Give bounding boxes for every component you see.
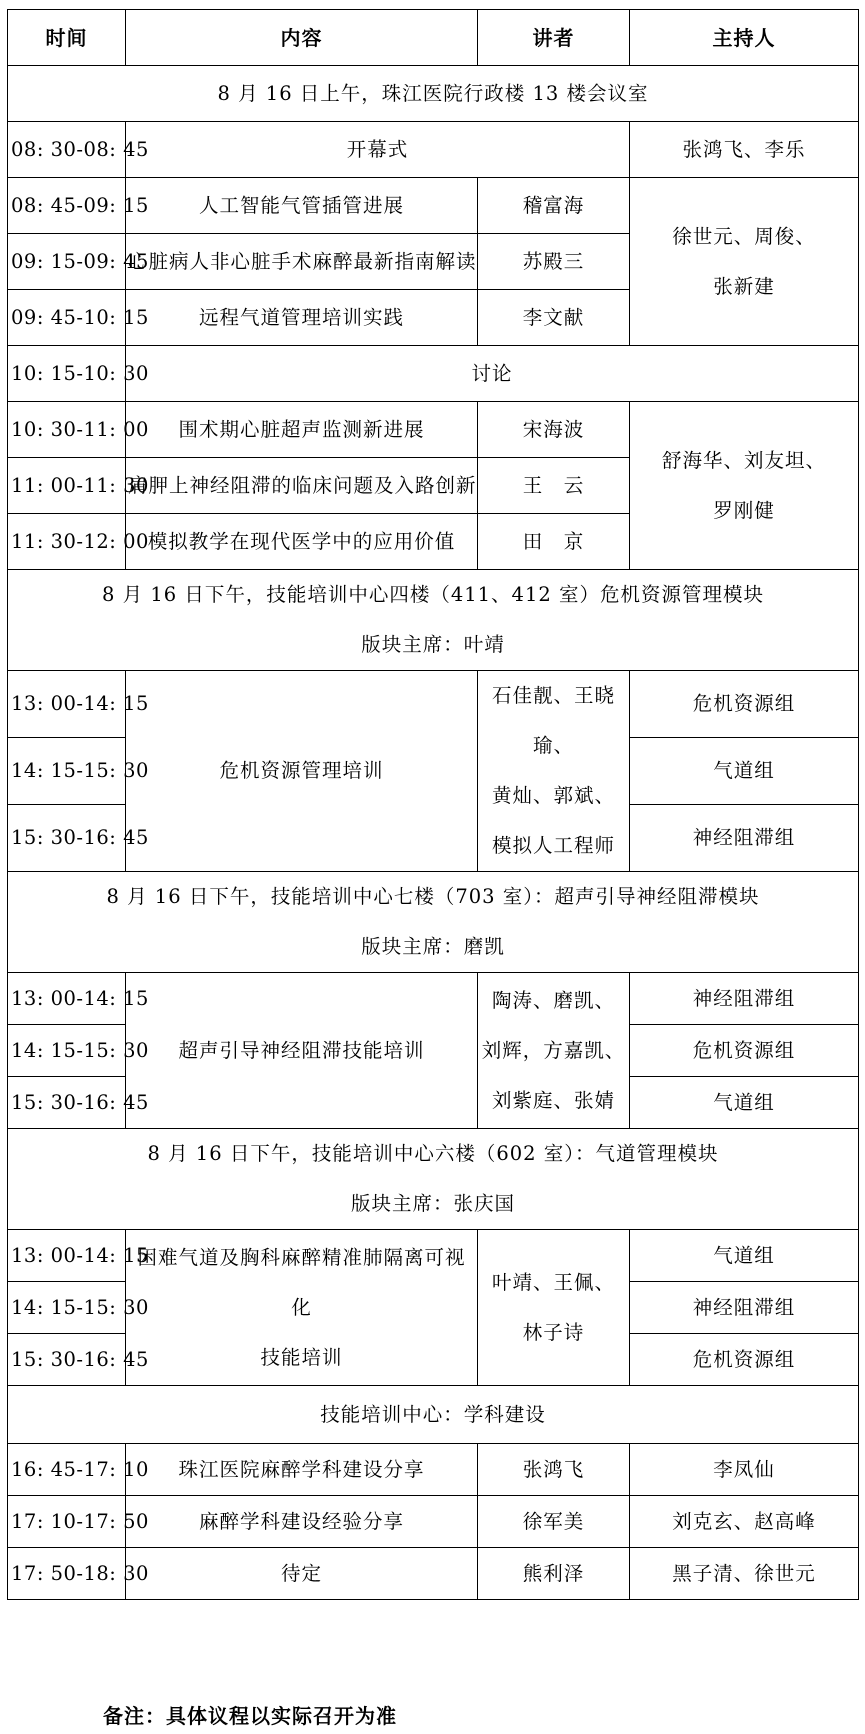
content-cell xyxy=(126,1230,478,1386)
group-cell: 危机资源组 xyxy=(630,1025,859,1077)
speaker-cell: 田 京 xyxy=(478,514,630,570)
host-line: 罗刚健 xyxy=(713,498,775,522)
table-row xyxy=(8,346,859,402)
speaker-cell xyxy=(478,973,630,1129)
discipline-section-title: 技能培训中心：学科建设 xyxy=(8,1386,859,1444)
host-cell: 张鸿飞、李乐 xyxy=(630,122,859,178)
time-cell: 13: 00-14: 15 xyxy=(8,671,126,738)
speaker-cell xyxy=(478,1230,630,1386)
group-cell: 气道组 xyxy=(630,1077,859,1129)
speaker-cell: 稽富海 xyxy=(478,178,630,234)
speaker-line: 叶靖、王佩、 xyxy=(491,1270,615,1294)
time-cell: 17: 50-18: 30 xyxy=(8,1548,126,1600)
speaker-cell: 熊利泽 xyxy=(478,1548,630,1600)
section-chair-text: 版块主席：张庆国 xyxy=(350,1192,515,1215)
footnote: 备注：具体议程以实际召开为准 xyxy=(103,1704,397,1728)
time-cell: 13: 00-14: 15 xyxy=(8,1230,126,1282)
speaker-line: 模拟人工程师 xyxy=(491,834,615,857)
content-cell: 珠江医院麻醉学科建设分享 xyxy=(126,1444,478,1496)
header-content: 内容 xyxy=(126,10,478,66)
group-cell: 神经阻滞组 xyxy=(630,1282,859,1334)
table-row xyxy=(8,973,859,1025)
content-cell: 超声引导神经阻滞技能培训 xyxy=(126,973,478,1129)
table-row xyxy=(8,1444,859,1496)
host-cell: 刘克玄、赵高峰 xyxy=(630,1496,859,1548)
table-row xyxy=(8,671,859,738)
group-cell: 气道组 xyxy=(630,738,859,805)
content-cell: 人工智能气管插管进展 xyxy=(126,178,478,234)
discipline-section-row xyxy=(8,1386,859,1444)
table-row xyxy=(8,122,859,178)
speaker-cell: 王 云 xyxy=(478,458,630,514)
host-cell xyxy=(630,402,859,570)
time-cell: 14: 15-15: 30 xyxy=(8,1282,126,1334)
time-cell: 08: 30-08: 45 xyxy=(8,122,126,178)
host-line: 舒海华、刘友坦、 xyxy=(661,448,826,472)
time-cell: 16: 45-17: 10 xyxy=(8,1444,126,1496)
host-line: 徐世元、周俊、 xyxy=(672,224,816,248)
nerve-section-title xyxy=(8,872,859,973)
content-line: 技能培训 xyxy=(260,1345,343,1369)
content-cell: 待定 xyxy=(126,1548,478,1600)
speaker-cell: 苏殿三 xyxy=(478,234,630,290)
table-row xyxy=(8,178,859,234)
speaker-cell xyxy=(478,671,630,872)
section-title-text: 8 月 16 日下午，技能培训中心四楼（411、412 室）危机资源管理模块 xyxy=(102,583,764,606)
header-host: 主持人 xyxy=(630,10,859,66)
section-title-text: 8 月 16 日下午，技能培训中心七楼（703 室）：超声引导神经阻滞模块 xyxy=(106,885,760,908)
speaker-cell: 宋海波 xyxy=(478,402,630,458)
table-row xyxy=(8,1496,859,1548)
content-cell: 开幕式 xyxy=(126,122,630,178)
nerve-section-row xyxy=(8,872,859,973)
speaker-cell: 张鸿飞 xyxy=(478,1444,630,1496)
section-chair-text: 版块主席：磨凯 xyxy=(361,935,505,958)
host-cell: 黑子清、徐世元 xyxy=(630,1548,859,1600)
host-cell xyxy=(630,178,859,346)
time-cell: 15: 30-16: 45 xyxy=(8,805,126,872)
speaker-line: 陶涛、磨凯、 xyxy=(491,988,615,1012)
header-row xyxy=(8,10,859,66)
time-cell: 13: 00-14: 15 xyxy=(8,973,126,1025)
time-cell: 11: 00-11: 30 xyxy=(8,458,126,514)
speaker-cell: 李文献 xyxy=(478,290,630,346)
speaker-line: 刘紫庭、张婧 xyxy=(491,1088,615,1112)
time-cell: 08: 45-09: 15 xyxy=(8,178,126,234)
content-cell: 远程气道管理培训实践 xyxy=(126,290,478,346)
content-cell: 肩胛上神经阻滞的临床问题及入路创新 xyxy=(126,458,478,514)
section-title-text: 8 月 16 日下午，技能培训中心六楼（602 室）：气道管理模块 xyxy=(147,1142,719,1165)
group-cell: 气道组 xyxy=(630,1230,859,1282)
morning-section-title: 8 月 16 日上午，珠江医院行政楼 13 楼会议室 xyxy=(8,66,859,122)
speaker-line: 林子诗 xyxy=(522,1320,585,1344)
table-row xyxy=(8,402,859,458)
airway-section-title xyxy=(8,1129,859,1230)
speaker-cell: 徐军美 xyxy=(478,1496,630,1548)
group-cell: 危机资源组 xyxy=(630,671,859,738)
crm-section-row xyxy=(8,570,859,671)
time-cell: 17: 10-17: 50 xyxy=(8,1496,126,1548)
time-cell: 10: 30-11: 00 xyxy=(8,402,126,458)
header-speaker: 讲者 xyxy=(478,10,630,66)
host-line: 张新建 xyxy=(713,274,775,298)
time-cell: 11: 30-12: 00 xyxy=(8,514,126,570)
airway-section-row xyxy=(8,1129,859,1230)
content-line: 困难气道及胸科麻醉精准肺隔离可视化 xyxy=(137,1245,466,1319)
time-cell: 14: 15-15: 30 xyxy=(8,738,126,805)
host-cell: 李凤仙 xyxy=(630,1444,859,1496)
time-cell: 15: 30-16: 45 xyxy=(8,1077,126,1129)
morning-section-row xyxy=(8,66,859,122)
time-cell: 14: 15-15: 30 xyxy=(8,1025,126,1077)
crm-section-title xyxy=(8,570,859,671)
header-time: 时间 xyxy=(8,10,126,66)
section-chair-text: 版块主席：叶靖 xyxy=(361,633,505,656)
table-row xyxy=(8,1230,859,1282)
group-cell: 危机资源组 xyxy=(630,1334,859,1386)
content-cell: 危机资源管理培训 xyxy=(126,671,478,872)
content-cell: 心脏病人非心脏手术麻醉最新指南解读 xyxy=(126,234,478,290)
speaker-line: 石佳靓、王晓瑜、 xyxy=(491,684,615,757)
speaker-line: 黄灿、郭斌、 xyxy=(491,784,615,807)
content-cell: 讨论 xyxy=(126,346,859,402)
content-cell: 麻醉学科建设经验分享 xyxy=(126,1496,478,1548)
time-cell: 10: 15-10: 30 xyxy=(8,346,126,402)
content-cell: 围术期心脏超声监测新进展 xyxy=(126,402,478,458)
agenda-table xyxy=(7,9,859,1600)
time-cell: 09: 45-10: 15 xyxy=(8,290,126,346)
time-cell: 15: 30-16: 45 xyxy=(8,1334,126,1386)
group-cell: 神经阻滞组 xyxy=(630,805,859,872)
table-row xyxy=(8,1548,859,1600)
group-cell: 神经阻滞组 xyxy=(630,973,859,1025)
time-cell: 09: 15-09: 45 xyxy=(8,234,126,290)
content-cell: 模拟教学在现代医学中的应用价值 xyxy=(126,514,478,570)
speaker-line: 刘辉，方嘉凯、 xyxy=(481,1038,626,1062)
